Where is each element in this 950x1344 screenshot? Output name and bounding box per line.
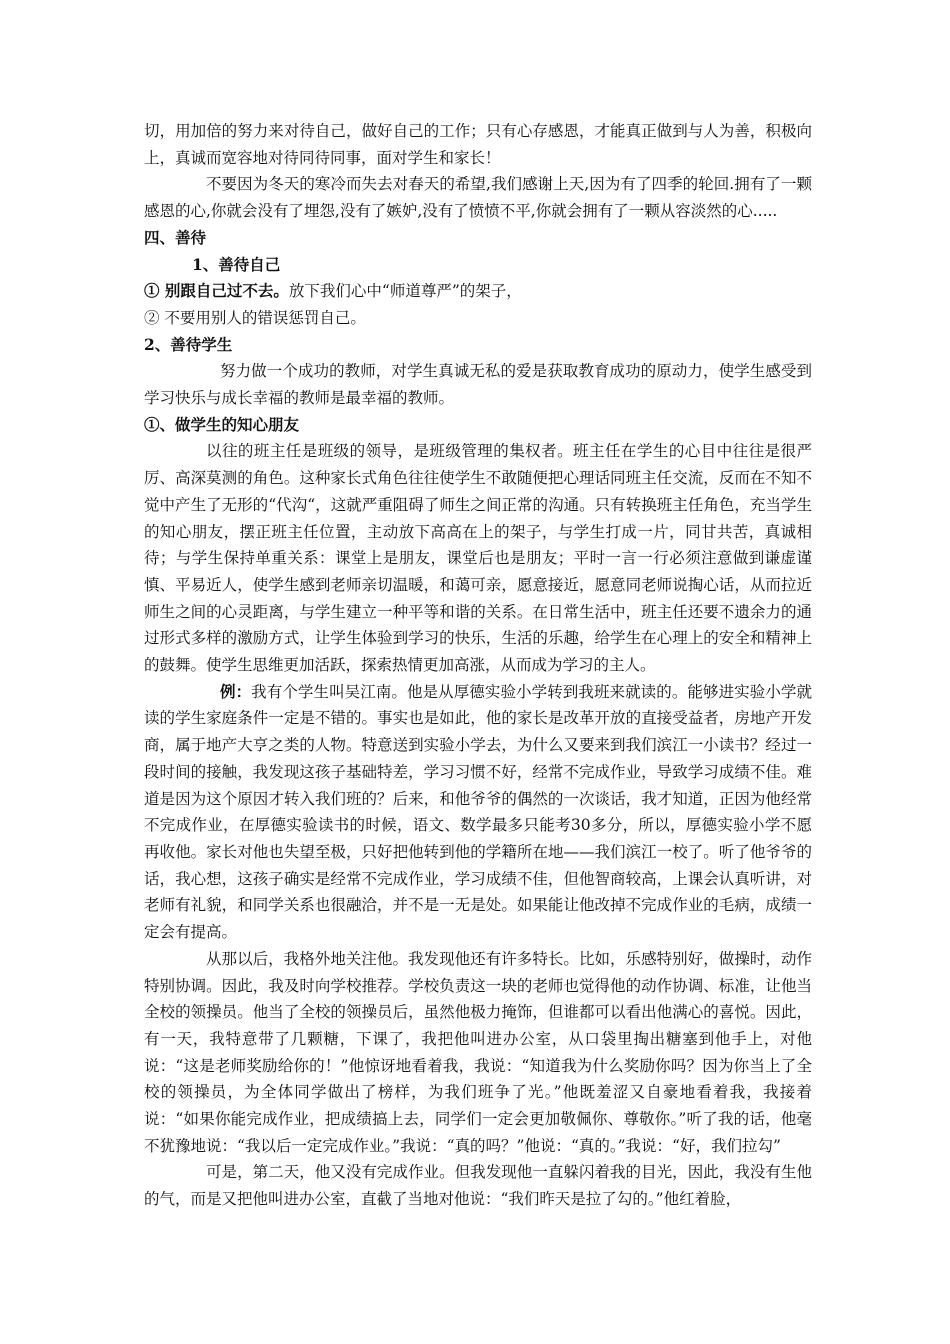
list-item-1 xyxy=(144,278,812,305)
paragraph-gratitude: 不要因为冬天的寒冷而失去对春天的希望,我们感谢上天,因为有了四季的轮回.拥有了一颗感恩的心,你就会没有了埋怨,没有了嫉妒,没有了愤愤不平,你就会拥有了一颗从容淡然的心..... xyxy=(144,175,812,221)
paragraph-class-teacher-role: 以往的班主任是班级的领导，是班级管理的集权者。班主任在学生的心目中往往是很严厉、高深莫测的角色。这种家长式角色往往使学生不敢随便把心理话同班主任交流，反而在不知不觉中产生了无形的“代沟“，这就严重阻碍了师生之间正常的沟通。只有转换班主任角色，充当学生的知心朋友，摆正班主任位置，主动放下高高在上的架子，与学生打成一片，同甘共苦，真诚相待；与学生保持单重关系：课堂上是朋友，课堂后也是朋友；平时一言一行必须注意做到谦虚谨慎、平易近人，使学生感到老师亲切温暖，和蔼可亲，愿意接近，愿意同老师说掏心话，从而拉近师生之间的心灵距离，与学生建立一种平等和谐的关系。在日常生活中，班主任还要不遗余力的通过形式多样的激励方式，让学生体验到学习的快乐，生活的乐趣，给学生在心理上的安全和精神上的鼓舞。使学生思维更加活跃，探索热情更加高涨，从而成为学习的主人。 xyxy=(144,442,812,675)
paragraph-successful-teacher: 努力做一个成功的教师，对学生真诚无私的爱是获取教育成功的原动力，使学生感受到学习快乐与成长幸福的教师是最幸福的教师。 xyxy=(144,362,812,408)
paragraph-example xyxy=(144,679,812,946)
paragraph-intro-continued: 切，用加倍的努力来对待自己，做好自己的工作；只有心存感恩，才能真正做到与人为善，积极向上，真诚而宽容地对待同待同事，面对学生和家长！ xyxy=(144,122,812,167)
heading-treat-students: 2、善待学生 xyxy=(144,334,233,354)
heading-treat-yourself: 1、善待自己 xyxy=(192,254,281,274)
example-label: 例： xyxy=(220,681,252,701)
paragraph-next-day: 可是，第二天，他又没有完成作业。但我发现他一直躲闪着我的目光，因此，我没有生他的气，而是又把他叫进办公室，直截了当地对他说：“我们昨天是拉了勾的。”他红着脸， xyxy=(144,1163,812,1209)
heading-be-friends: ①、做学生的知心朋友 xyxy=(144,414,300,434)
heading-section-four: 四、善待 xyxy=(144,227,207,247)
list-item-1-text: 放下我们心中“师道尊严”的架子， xyxy=(288,282,522,301)
document-page xyxy=(144,118,812,1213)
paragraph-since-then: 从那以后，我格外地关注他。我发现他还有许多特长。比如，乐感特别好，做操时，动作特别协调。因此，我及时向学校推荐。学校负责这一块的老师也觉得他的动作协调、标准，让他当全校的领操员。他当了全校的领操员后，虽然他极力掩饰，但谁都可以看出他满心的喜悦。因此，有一天，我特意带了几颗糖，下课了，我把他叫进办公室，从口袋里掏出糖塞到他手上，对他说：“这是老师奖励给你的！”他惊讶地看着我，我说：“知道我为什么奖励你吗？因为你当上了全校的领操员，为全体同学做出了榜样，为我们班争了光。”他既羞涩又自豪地看着我，我接着说：“如果你能完成作业，把成绩搞上去，同学们一定会更加敬佩你、尊敬你。”听了我的话，他毫不犹豫地说：“我以后一定完成作业。”我说：“真的吗？”他说：“真的。”我说：“好，我们拉勾” xyxy=(144,949,812,1155)
list-item-1-bold: ① 别跟自己过不去。 xyxy=(144,281,289,301)
example-text: 我有个学生叫吴江南。他是从厚德实验小学转到我班来就读的。能够进实验小学就读的学生家庭条件一定是不错的。事实也是如此，他的家长是改革开放的直接受益者，房地产开发商，属于地产大亨之类的人物。特意送到实验小学去，为什么又要来到我们滨江一小读书？经过一段时间的接触，我发现这孩子基础特差，学习习惯不好，经常不完成作业，导致学习成绩不佳。难道是因为这个原因才转入我们班的？后来，和他爷爷的偶然的一次谈话，我才知道，正因为他经常不完成作业，在厚德实验读书的时候，语文、数学最多只能考30多分，所以，厚德实验小学不愿再收他。家长对他也失望至极，只好把他转到他的学籍所在地——我们滨江一校了。听了他爷爷的话，我心想，这孩子确实是经常不完成作业，学习成绩不佳，但他智商较高，上课会认真听讲，对老师有礼貌，和同学关系也很融洽，并不是一无是处。如果能让他改掉不完成作业的毛病，成绩一定会有提高。 xyxy=(144,682,812,942)
list-item-2: ② 不要用别人的错误惩罚自己。 xyxy=(144,308,366,327)
